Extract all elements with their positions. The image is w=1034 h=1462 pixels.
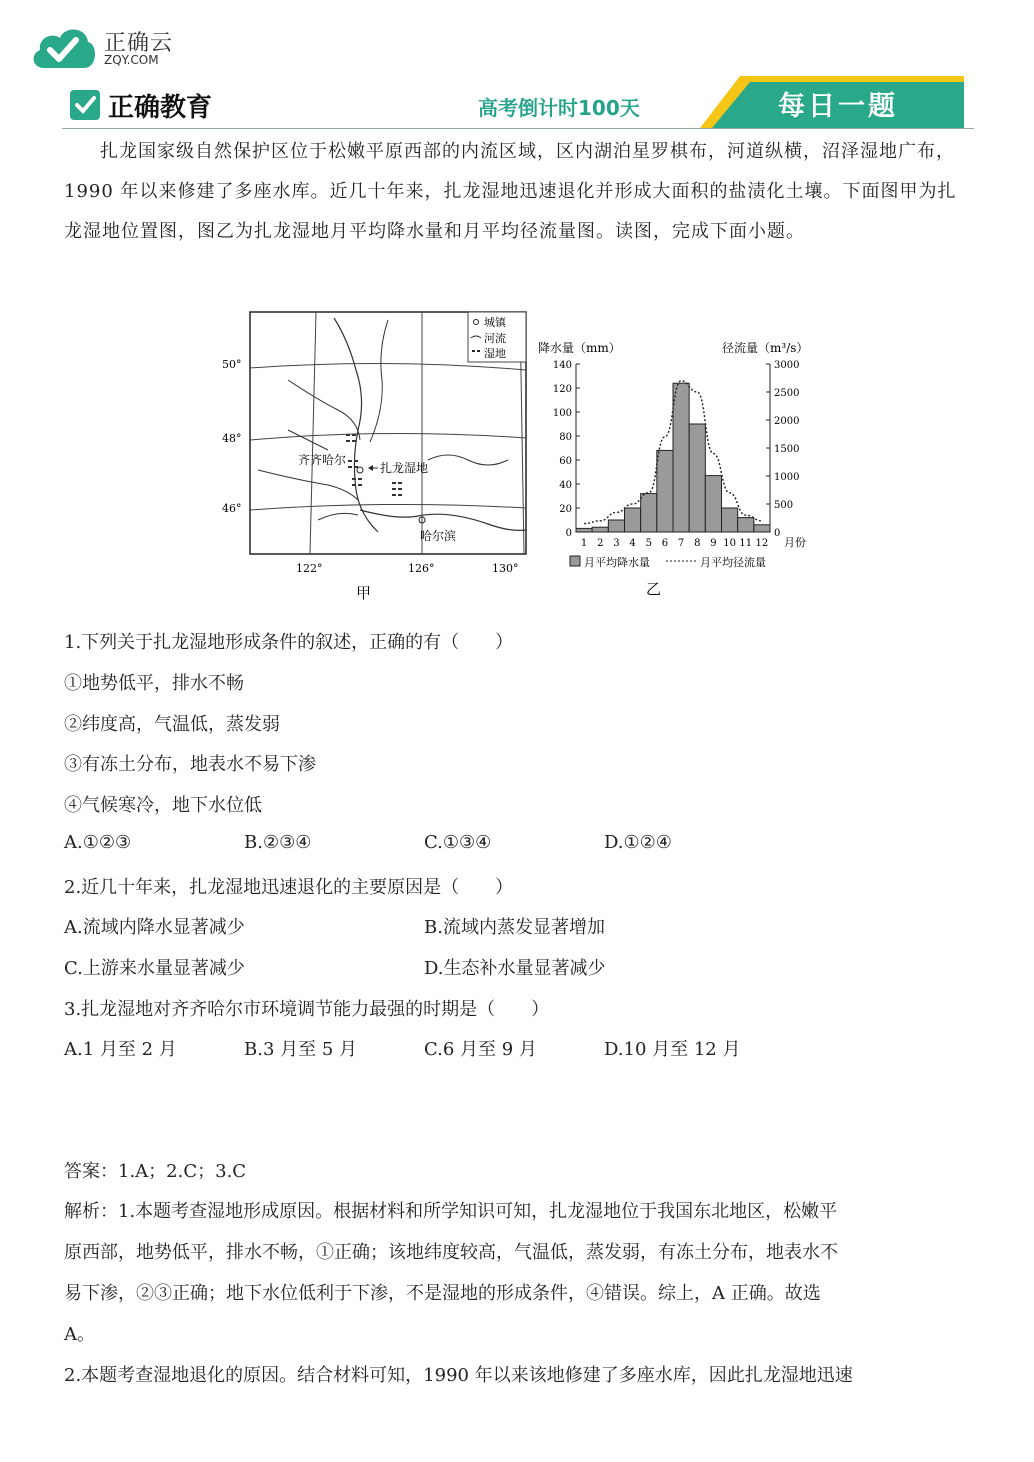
precip-bar [738,518,754,532]
ylabel-left: 降水量（mm） [538,341,621,355]
lon-130: 130° [492,562,519,575]
precip-bar [689,424,705,532]
left-tick-label: 100 [552,408,572,419]
lat-50: 50° [222,358,242,371]
month-tick-label: 7 [677,538,685,549]
lat-48: 48° [222,432,242,445]
header-divider [62,128,974,129]
xlabel: 月份 [784,536,806,549]
left-tick-label: 20 [559,504,572,515]
precip-runoff-chart [536,336,816,600]
analysis-line-2: 原西部，地势低平，排水不畅，①正确；该地纬度较高，气温低，蒸发弱，有冻土分布，地表水不 [64,1242,838,1263]
label-zhalong: 扎龙湿地 [380,461,429,475]
precip-bar [576,528,592,532]
left-tick-label: 60 [559,456,572,467]
left-tick-label: 0 [565,528,572,539]
analysis-line-3: 易下渗，②③正确；地下水位低利于下渗，不是湿地的形成条件，④错误。综上，A 正确。故选 [64,1283,821,1304]
precip-bar [641,494,657,532]
check-icon [70,90,100,120]
month-tick-label: 4 [629,538,636,549]
edu-name: 正确教育 [108,92,213,123]
brand-name: 正确云 [104,31,174,56]
ylabel-right: 径流量（m³/s） [722,341,809,355]
lon-122: 122° [296,562,323,575]
q1-option-d[interactable]: D.①②④ [604,832,672,853]
month-tick-label: 12 [755,538,769,549]
q1-option-b[interactable]: B.②③④ [244,832,312,853]
month-tick-label: 2 [597,538,604,549]
legend-wetland: 湿地 [484,347,506,360]
q2-stem: 2.近几十年来，扎龙湿地迅速退化的主要原因是（ ） [64,877,514,898]
q2-option-d[interactable]: D.生态补水量显著减少 [424,958,606,979]
month-tick-label: 10 [723,538,736,549]
answer-line: 答案：1.A；2.C；3.C [64,1161,247,1182]
chart-caption: 乙 [646,580,662,598]
q2-option-c[interactable]: C.上游来水量显著减少 [64,958,245,979]
q2-option-b[interactable]: B.流域内蒸发显著增加 [424,917,605,938]
q2-option-a[interactable]: A.流域内降水显著减少 [64,917,245,938]
precip-bar [625,508,641,532]
right-tick-label: 3000 [774,360,800,371]
month-tick-label: 5 [645,538,652,549]
q1-option-a[interactable]: A.①②③ [64,832,132,853]
right-tick-label: 2500 [774,388,800,399]
lat-46: 46° [222,502,242,515]
q3-option-d[interactable]: D.10 月至 12 月 [604,1039,741,1060]
map-caption: 甲 [356,584,372,602]
cloud-logo-icon [30,22,96,70]
legend-town: 城镇 [484,316,506,329]
legend-runoff: 月平均径流量 [700,556,766,569]
q3-option-b[interactable]: B.3 月至 5 月 [244,1039,358,1060]
brand-domain: ZQY.COM [104,53,159,67]
analysis-line-4: A。 [64,1324,95,1345]
legend-bar-swatch [570,556,580,566]
precip-bar [722,508,738,532]
city-harbin: 哈尔滨 [420,529,457,543]
left-tick-label: 120 [552,384,572,395]
lon-126: 126° [408,562,435,575]
q1-item-4: ④气候寒冷，地下水位低 [64,795,262,816]
month-tick-label: 8 [694,538,701,549]
precip-bar [592,527,608,532]
left-tick-label: 40 [559,480,572,491]
precip-bar [754,525,770,532]
location-map [222,310,530,602]
right-tick-label: 2000 [774,416,800,427]
precip-bar [657,450,673,532]
city-qiqihar: 齐齐哈尔 [298,453,347,467]
q1-item-3: ③有冻土分布，地表水不易下渗 [64,754,316,775]
countdown-text: 高考倒计时100天 [478,96,640,120]
month-tick-label: 3 [613,538,620,549]
analysis-line-5: 2.本题考查湿地退化的原因。结合材料可知，1990 年以来该地修建了多座水库，因此扎龙湿地迅速 [64,1365,853,1386]
analysis-line-1: 解析：1.本题考查湿地形成原因。根据材料和所学知识可知，扎龙湿地位于我国东北地区，松嫩平 [64,1201,838,1222]
precip-bar [608,520,624,532]
month-tick-label: 11 [739,538,753,549]
right-tick-label: 500 [774,500,794,511]
edu-logo [70,88,212,122]
q3-option-c[interactable]: C.6 月至 9 月 [424,1039,537,1060]
precip-bar [673,383,689,532]
right-tick-label: 1500 [774,444,800,455]
intro-paragraph: 扎龙国家级自然保护区位于松嫩平原西部的内流区域，区内湖泊星罗棋布，河道纵横，沼泽湿地广布，1990 年以来修建了多座水库。近几十年来，扎龙湿地迅速退化并形成大面积的盐渍化土壤。下面图甲为扎龙湿地位置图，图乙为扎龙湿地月平均降水量和月平均径流量图。读图，完成下面小题。 [64,141,957,242]
q1-option-c[interactable]: C.①③④ [424,832,492,853]
q1-stem: 1.下列关于扎龙湿地形成条件的叙述，正确的有（ ） [64,632,514,653]
precip-bar [705,476,721,532]
left-tick-label: 80 [559,432,572,443]
q3-option-a[interactable]: A.1 月至 2 月 [64,1039,177,1060]
left-tick-label: 140 [552,360,572,371]
month-tick-label: 1 [580,538,588,549]
right-tick-label: 1000 [774,472,800,483]
daily-question-banner: 每日一题 [778,91,898,122]
legend-river: 河流 [484,332,506,345]
q1-item-2: ②纬度高，气温低，蒸发弱 [64,714,280,735]
month-tick-label: 9 [710,538,717,549]
q1-item-1: ①地势低平，排水不畅 [64,673,244,694]
q3-stem: 3.扎龙湿地对齐齐哈尔市环境调节能力最强的时期是（ ） [64,999,550,1020]
right-tick-label: 0 [774,528,781,539]
legend-precip: 月平均降水量 [584,556,650,569]
month-tick-label: 6 [661,538,669,549]
